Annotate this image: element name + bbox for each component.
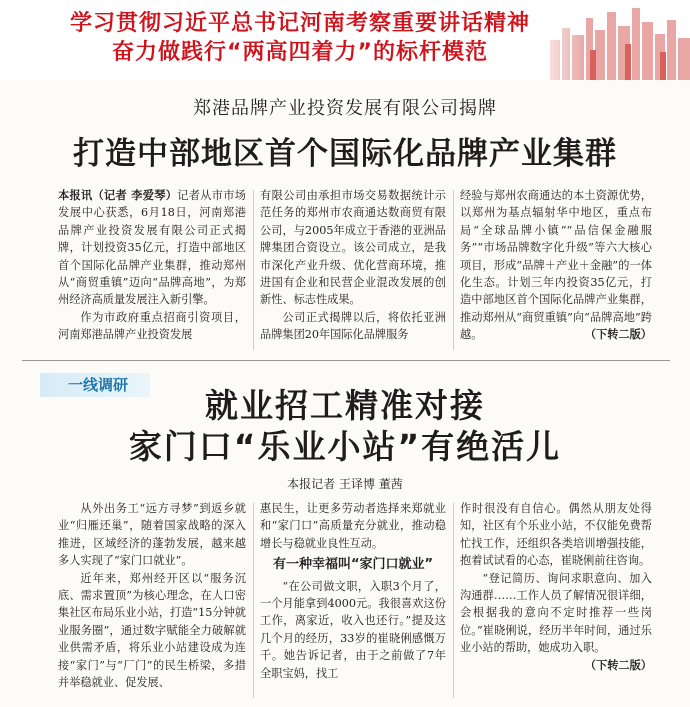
article2-continued: （下转二版） — [584, 658, 652, 672]
section-tag-frontline: 一线调研 — [40, 373, 150, 397]
article1-continued: （下转二版） — [584, 328, 652, 342]
article2-column-1 — [58, 500, 246, 691]
article1-column-3 — [460, 187, 652, 344]
column-divider — [253, 190, 254, 350]
article1-col2-paragraph-1: 有限公司由承担市场交易数据统计示范任务的郑州市农商通达数商贸有限公司，与2005年成立于香港的亚洲品牌集团合资设立。该公司成立，是我市深化产业升级、优化营商环境，推进国有企业和民营企业混改发展的创新性、标志性成果。 — [260, 189, 446, 307]
article1-col1-paragraph-2: 作为市政府重点招商引资项目，河南郑港品牌产业投资发展 — [58, 310, 246, 342]
article2-byline: 本报记者 王译博 董茜 — [287, 477, 403, 491]
column-divider — [453, 190, 454, 350]
article2-subheading: 有一种幸福叫“家门口就业” — [272, 557, 434, 573]
article1-column-2 — [260, 187, 446, 344]
section-divider — [22, 360, 670, 361]
article2-col3-paragraph-1: 作时很没有自信心。偶然从朋友处得知，社区有个乐业小站，不仅能免费帮忙找工作，还组织各类培训增强技能，抱着试试看的心态，崔晓俐前往咨询。 — [460, 502, 652, 568]
banner-line-2: 奋力做践行“两高四着力”的标杆模范 — [112, 40, 488, 65]
article2-col2-paragraph-1: 惠民生，让更多劳动者选择来郑就业和“家门口”高质量充分就业，推动稳增长与稳就业良性互动。 — [260, 502, 446, 550]
banner-line-1: 学习贯彻习近平总书记河南考察重要讲话精神 — [69, 11, 530, 36]
article1-col3-paragraph-1: 经验与郑州农商通达的本土资源优势，以郑州为基点辐射华中地区，重点布局“全球品牌小镇”“品信保金融服务”“市场品牌数字化升级”等六大核心项目，形成“品牌＋产业＋金融”的一体化生态。计划三年内投资35亿元，打造中部地区首个国际化品牌产业集群，推动郑州从“商贸重镇”向“品牌高地”跨越。 （下转二版） — [460, 187, 652, 344]
article2-col3-paragraph-2: “登记简历、询问求职意向、加入沟通群……工作人员了解情况很详细，会根据我的意向不定时推荐一些岗位。”崔晓俐说，经历半年时间，通过乐业小站的帮助，她成功入职。 （下转二版） — [460, 570, 652, 657]
article1-subheadline: 郑港品牌产业投资发展有限公司揭牌 — [193, 98, 497, 119]
article2-column-3 — [460, 500, 652, 674]
article2-col1-paragraph-1: 从外出务工“远方寻梦”到返乡就业“归雁还巢”，随着国家战略的深入推进，区域经济的蓬勃发展，越来越多人实现了“家门口就业”。 — [58, 502, 246, 568]
column-divider — [253, 503, 254, 698]
banner — [0, 0, 690, 80]
article1-col2-paragraph-2: 公司正式揭牌以后，将依托亚洲品牌集团20年国际化品牌服务 — [260, 310, 446, 342]
article1-col1-paragraph-1: 本报讯（记者 李爱琴）记者从市市场发展中心获悉，6月18日，河南郑港品牌产业投资发展有限公司正式揭牌，计划投资35亿元，打造中部地区首个国际化品牌产业集群，推动郑州从“商贸重镇”迈向“品牌高地”，为郑州经济高质量发展注入新引擎。 — [58, 189, 246, 307]
column-divider — [453, 503, 454, 698]
article2-headline-line-2: 家门口“乐业小站”有绝活儿 — [128, 427, 562, 466]
city-skyline-graphic — [530, 0, 690, 80]
banner-title — [30, 10, 570, 68]
article2-col1-paragraph-2: 近年来，郑州经开区以“服务沉底、需求置顶”为核心理念，在人口密集社区布局乐业小站，打造“15分钟就业服务圈”，通过数字赋能全力破解就业供需矛盾，将乐业小站建设成为连接“家门”与“厂门”的民生桥梁，多措并举稳就业、促发展、 — [58, 571, 246, 690]
article2-headline-line-1: 就业招工精准对接 — [205, 386, 485, 425]
article1-headline: 打造中部地区首个国际化品牌产业集群 — [73, 136, 617, 172]
article1-byline: 本报讯（记者 李爱琴） — [58, 189, 178, 202]
article1-column-1 — [58, 187, 246, 344]
article2-column-2 — [260, 500, 446, 682]
article2-col2-paragraph-2: “在公司做文职，入职3个月了，一个月能拿到4000元。我很喜欢这份工作，离家近，收入也还行。”提及这几个月的经历，33岁的崔晓俐感慨万千。她告诉记者，由于之前做了7年全职宝妈，找工 — [260, 579, 446, 680]
